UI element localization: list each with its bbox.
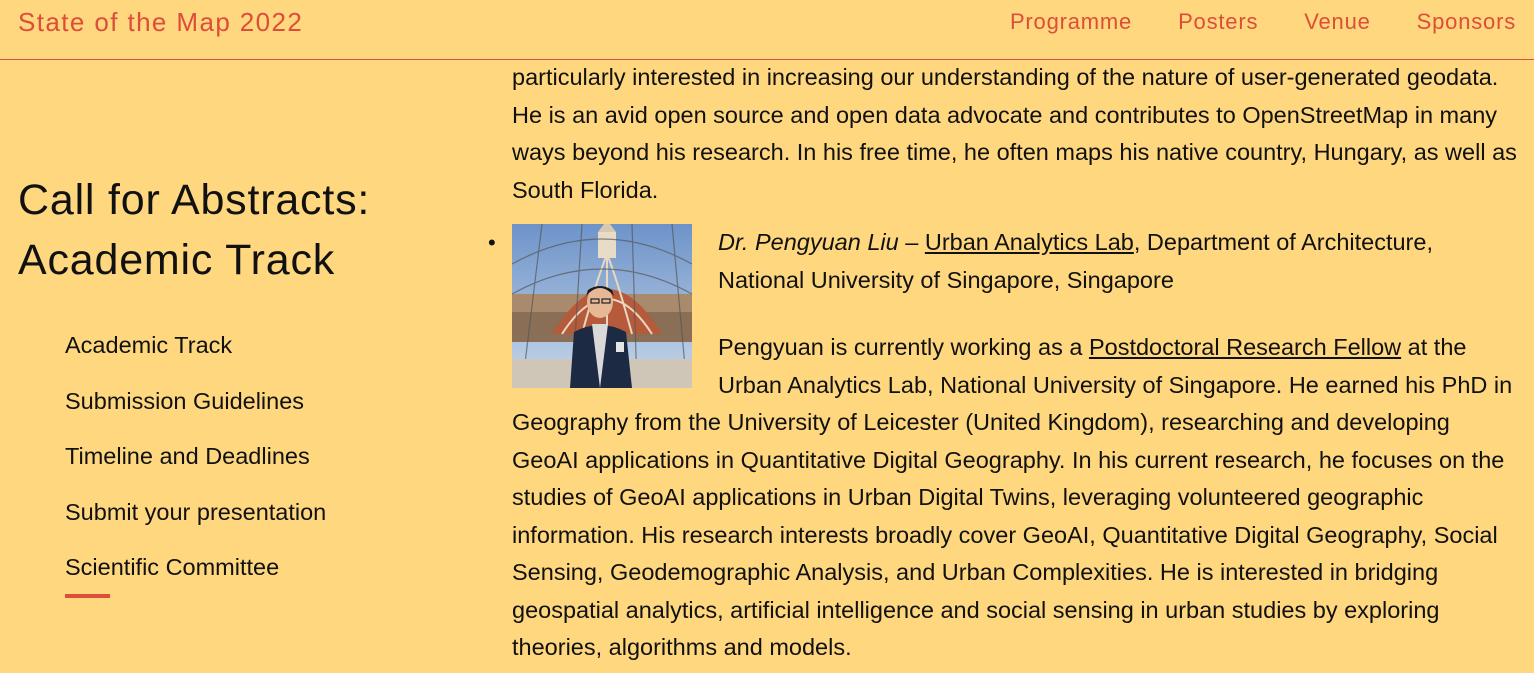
member-name: Dr. Pengyuan Liu bbox=[718, 229, 899, 255]
member-photo bbox=[512, 224, 692, 388]
member-affiliation: , Department of Architecture, National University of Singapore, Singapore bbox=[718, 229, 1433, 293]
urban-analytics-lab-link[interactable]: Urban Analytics Lab bbox=[924, 229, 1134, 255]
committee-list bbox=[488, 224, 1522, 667]
section-link-submit[interactable]: Submit your presentation bbox=[65, 498, 327, 525]
section-nav-item bbox=[65, 554, 458, 610]
main-content bbox=[488, 59, 1522, 667]
bullet-icon: • bbox=[488, 230, 496, 255]
page-title bbox=[18, 170, 458, 290]
section-nav-item bbox=[65, 388, 458, 444]
page-title-line-2: Academic Track bbox=[18, 236, 336, 284]
bio-text: at the Urban Analytics Lab, National University of Singapore. He earned his PhD in Geography from the University of Leicester (United Kingdom), researching and developing GeoAI applications in Quantitative Digital Geography. In his current research, he focuses on the studies of GeoAI applications in Urban Digital Twins, leveraging volunteered geographic information. His research interests broadly cover GeoAI, Quantitative Digital Geography, Social Sensing, Geodemographic Analysis, and Urban Complexities. He is interested in bridging geospatial analytics, artificial intelligence and social sensing in urban studies by exploring theories, algorithms and models. bbox=[512, 334, 1513, 660]
section-nav-item bbox=[65, 499, 458, 555]
section-link-academic-track[interactable]: Academic Track bbox=[65, 332, 233, 358]
site-title-link[interactable]: State of the Map 2022 bbox=[18, 7, 304, 37]
nav-posters[interactable]: Posters bbox=[1178, 9, 1259, 34]
section-link-scientific-committee[interactable]: Scientific Committee bbox=[65, 554, 280, 580]
section-nav-item bbox=[65, 443, 458, 499]
nav-programme[interactable]: Programme bbox=[1009, 9, 1133, 34]
section-link-submission-guidelines[interactable]: Submission Guidelines bbox=[65, 387, 305, 414]
name-separator: – bbox=[898, 229, 925, 255]
nav-venue[interactable]: Venue bbox=[1304, 9, 1371, 34]
bio-intro: Pengyuan is currently working as a bbox=[718, 334, 1089, 360]
sidebar bbox=[18, 170, 458, 610]
top-bar bbox=[0, 0, 1534, 60]
section-link-timeline[interactable]: Timeline and Deadlines bbox=[65, 443, 310, 469]
nav-sponsors[interactable]: Sponsors bbox=[1416, 9, 1516, 34]
postdoc-fellow-link[interactable]: Postdoctoral Research Fellow bbox=[1088, 334, 1402, 360]
top-nav bbox=[1010, 9, 1516, 35]
section-nav bbox=[65, 332, 458, 610]
committee-member bbox=[488, 224, 1522, 667]
section-nav-item bbox=[65, 332, 458, 388]
previous-member-bio: particularly interested in increasing our understanding of the nature of user-generated geodata. He is an avid open source and open data advocate and contributes to OpenStreetMap in many ways beyond his research. In his free time, he often maps his native country, Hungary, as well as South Florida. bbox=[512, 64, 1517, 203]
portrait-photo-icon bbox=[512, 224, 692, 388]
page-title-line-1: Call for Abstracts: bbox=[18, 176, 371, 224]
